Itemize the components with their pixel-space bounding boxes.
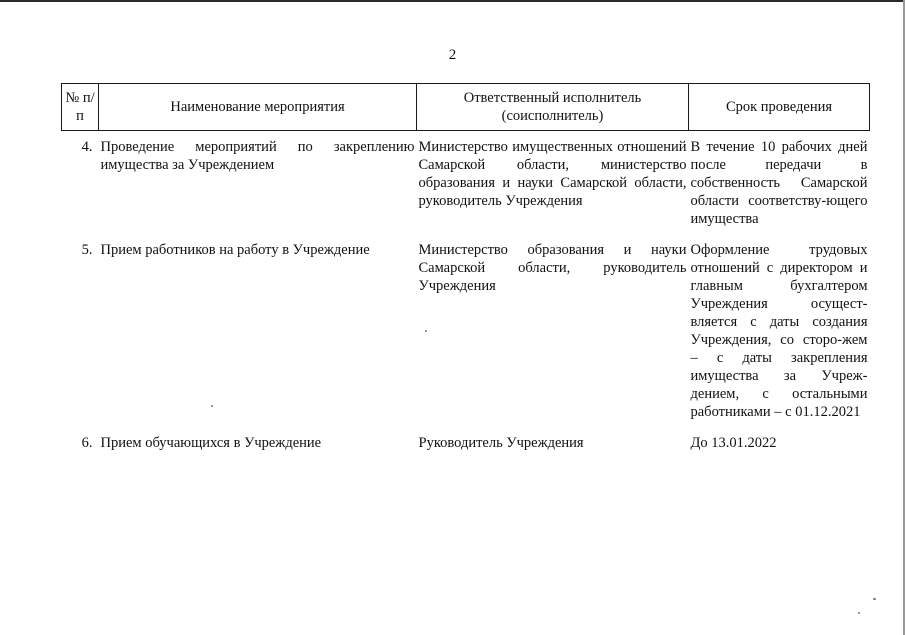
row-num: 6. <box>81 435 93 451</box>
scan-speck <box>873 598 876 600</box>
row-term: В течение 10 рабочих дней после передачи в собственность Самарской области соответству-ющего имущества <box>690 139 868 227</box>
table-row <box>62 434 870 452</box>
header-term: Срок проведения <box>689 84 870 131</box>
scan-edge-top <box>0 0 905 2</box>
row-name: Прием работников на работу в Учреждение <box>100 242 370 258</box>
page-number: 2 <box>448 47 457 63</box>
table-header-row <box>62 84 870 131</box>
table-row <box>62 241 870 434</box>
table-row <box>62 131 870 242</box>
row-name: Прием обучающихся в Учреждение <box>100 435 322 451</box>
header-executor: Ответственный исполнитель (соисполнитель) <box>417 84 689 131</box>
activities-table <box>61 83 870 452</box>
row-executor: Министерство имущественных отношений Самарской области, министерство образования и науки Самарской области, руководитель Учреждения <box>418 139 687 209</box>
row-executor: Руководитель Учреждения <box>418 435 584 451</box>
row-executor: Министерство образования и науки Самарской области, руководитель Учреждения <box>418 242 687 294</box>
row-term: Оформление трудовых отношений с директором и главным бухгалтером Учреждения осущест-вляется с даты создания Учреждения, со сторо-жем – с даты закрепления имущества за Учреж-дением, с остальными работниками – с 01.12.2021 <box>690 242 868 420</box>
header-num: № п/п <box>62 84 99 131</box>
row-num: 4. <box>81 139 93 155</box>
scan-speck <box>211 405 213 407</box>
scan-speck <box>858 612 860 614</box>
row-term: До 13.01.2022 <box>690 435 777 451</box>
row-num: 5. <box>81 242 93 258</box>
row-name: Проведение мероприятий по закреплению имущества за Учреждением <box>100 139 415 173</box>
scan-speck <box>425 330 427 332</box>
header-name: Наименование мероприятия <box>99 84 417 131</box>
